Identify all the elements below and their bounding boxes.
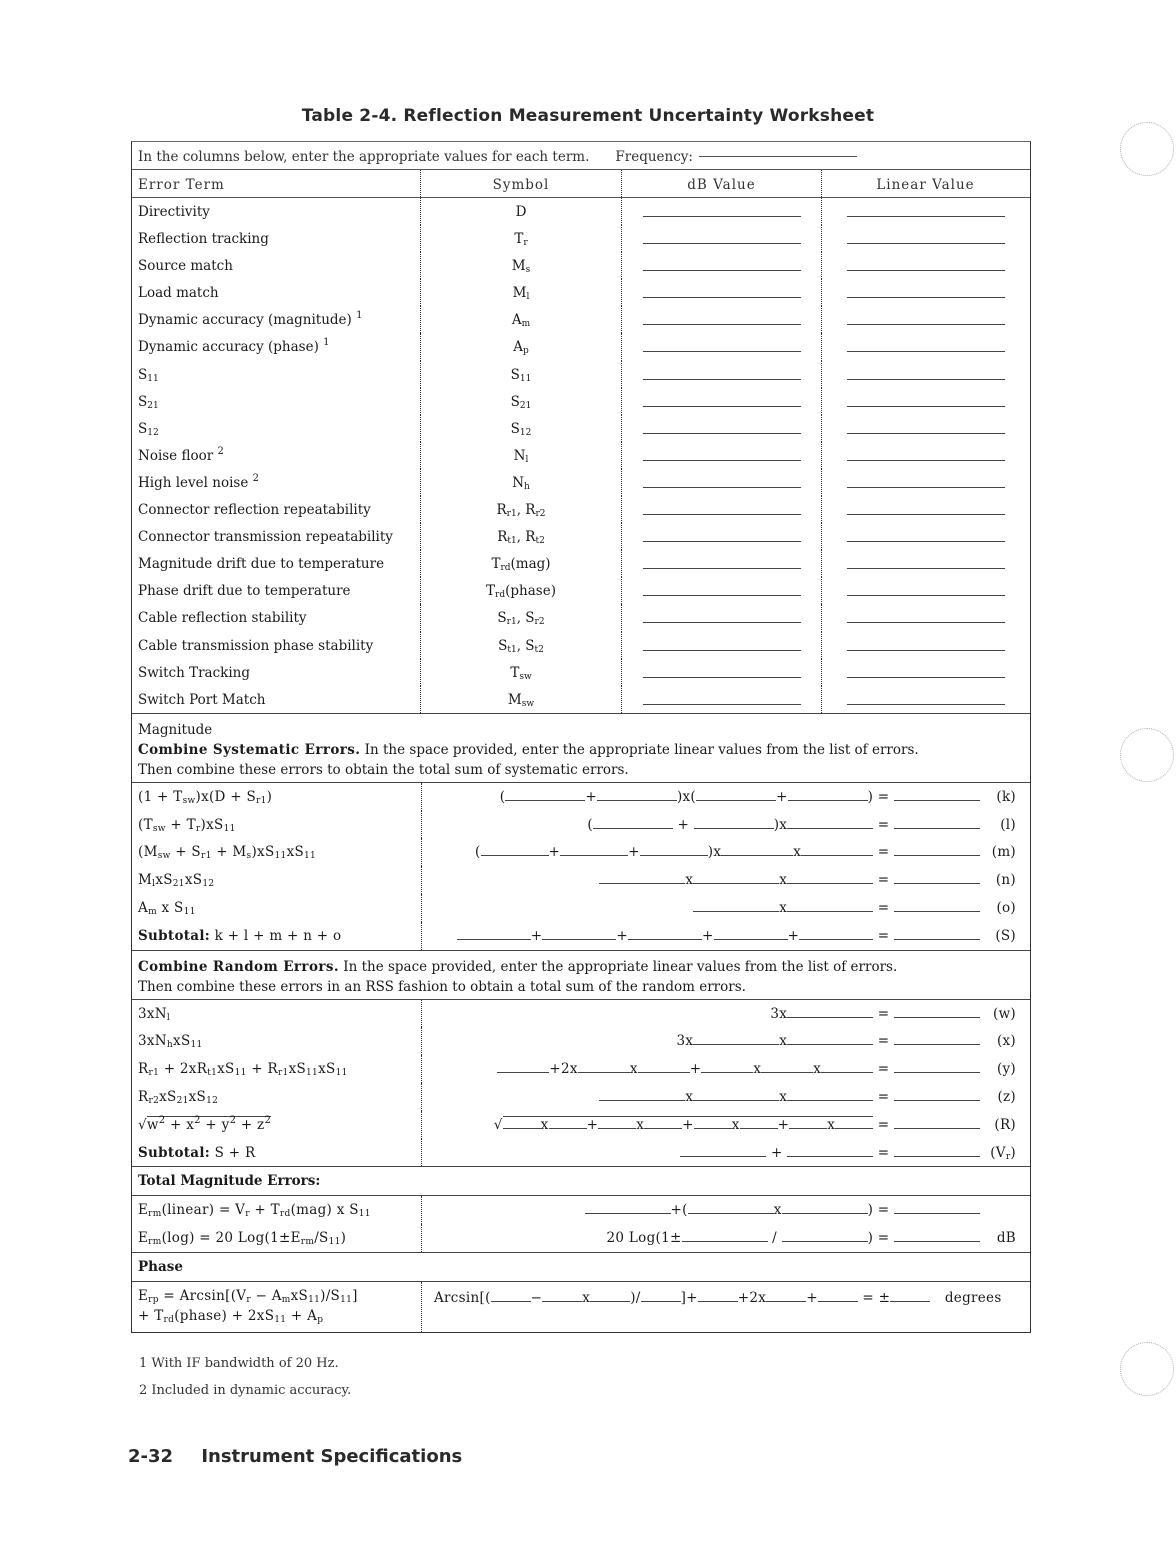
calc-formula: $3xN_hxS_{11}$ xyxy=(132,1027,422,1055)
calc-blanks: ( + + )x x = (m) xyxy=(422,838,1030,866)
error-term-name: Reflection tracking xyxy=(132,225,421,252)
fill-in-blank[interactable] xyxy=(799,925,873,940)
fill-in-blank[interactable] xyxy=(599,1086,685,1101)
error-term-row xyxy=(132,442,1030,469)
error-term-symbol: $M_s$ xyxy=(421,252,622,279)
punch-hole-mark xyxy=(1120,122,1174,176)
error-term-name: Load match xyxy=(132,279,421,306)
error-term-name: Connector reflection repeatability xyxy=(132,496,421,523)
error-term-row xyxy=(132,333,1030,360)
column-header-row xyxy=(132,170,1030,198)
error-term-name: Noise floor $^2$ xyxy=(132,442,421,469)
fill-in-blank[interactable] xyxy=(644,1114,682,1129)
fill-in-blank[interactable] xyxy=(597,786,677,801)
linear-value-input[interactable] xyxy=(847,297,1005,298)
punch-hole-mark xyxy=(1120,1342,1174,1396)
db-value-input[interactable] xyxy=(643,460,801,461)
fill-in-blank[interactable] xyxy=(694,1114,732,1129)
fill-in-blank[interactable] xyxy=(890,1287,930,1302)
total-magnitude-calc xyxy=(132,1196,1030,1253)
linear-value-input[interactable] xyxy=(847,595,1005,596)
fill-in-blank[interactable] xyxy=(638,1058,690,1073)
fill-in-blank[interactable] xyxy=(782,1199,868,1214)
fill-in-blank[interactable] xyxy=(640,841,708,856)
fill-in-blank[interactable] xyxy=(505,786,585,801)
phase-heading: Phase xyxy=(132,1253,1030,1282)
error-term-name: Dynamic accuracy (phase) $^1$ xyxy=(132,333,421,360)
db-value-input[interactable] xyxy=(643,379,801,380)
fill-in-blank[interactable] xyxy=(894,841,980,856)
column-header-error-term: Error Term xyxy=(132,170,421,197)
systematic-errors-instructions xyxy=(132,714,1030,783)
column-header-symbol: Symbol xyxy=(421,170,622,197)
random-errors-calc xyxy=(132,1000,1030,1168)
fill-in-blank[interactable] xyxy=(694,814,774,829)
error-term-symbol: $A_m$ xyxy=(421,306,622,333)
frequency-label: Frequency: xyxy=(615,149,693,165)
db-value-input[interactable] xyxy=(643,650,801,651)
error-term-row xyxy=(132,686,1030,713)
calc-blanks: √ x + x + x + x = (R) xyxy=(422,1111,1030,1139)
error-term-row xyxy=(132,252,1030,279)
systematic-title: Combine Systematic Errors. xyxy=(138,741,361,758)
error-term-row xyxy=(132,632,1030,659)
fill-in-blank[interactable] xyxy=(761,1058,813,1073)
equation-tag xyxy=(980,1196,1016,1224)
equation-tag: (z) xyxy=(997,1088,1016,1105)
error-term-symbol: $N_h$ xyxy=(421,469,622,496)
error-term-symbol: $T_{rd}(mag)$ xyxy=(421,550,622,577)
error-term-name: Cable transmission phase stability xyxy=(132,632,421,659)
fill-in-blank[interactable] xyxy=(481,841,549,856)
total-magnitude-heading: Total Magnitude Errors: xyxy=(132,1167,1030,1196)
db-value-input[interactable] xyxy=(643,406,801,407)
calc-row xyxy=(132,894,1030,922)
error-term-row xyxy=(132,577,1030,604)
calc-row xyxy=(132,783,1030,811)
db-value-input[interactable] xyxy=(643,243,801,244)
calc-blanks: + + + + = (S) xyxy=(422,922,1030,950)
equation-tag: $(V_r)$ xyxy=(990,1144,1016,1162)
error-term-row xyxy=(132,415,1030,442)
fill-in-blank[interactable] xyxy=(696,786,776,801)
calc-row xyxy=(132,838,1030,866)
error-term-symbol: $R_{t1}$, $R_{t2}$ xyxy=(421,523,622,550)
footnote-2: 2 Included in dynamic accuracy. xyxy=(139,1383,352,1398)
fill-in-blank[interactable] xyxy=(593,814,673,829)
error-term-row xyxy=(132,496,1030,523)
linear-value-input[interactable] xyxy=(847,243,1005,244)
error-term-name: Cable reflection stability xyxy=(132,604,421,631)
calc-blanks: ( + )x( + ) = (k) xyxy=(422,783,1030,811)
calc-formula: $A_m$ x $S_{11}$ xyxy=(132,894,422,922)
fill-in-blank[interactable] xyxy=(590,1287,630,1302)
error-term-row xyxy=(132,523,1030,550)
linear-value-input[interactable] xyxy=(847,460,1005,461)
random-text: In the space provided, enter the appropriate linear values from the list of errors. xyxy=(338,958,898,975)
linear-value-input[interactable] xyxy=(847,650,1005,651)
fill-in-blank[interactable] xyxy=(894,1003,980,1018)
fill-in-blank[interactable] xyxy=(714,925,788,940)
db-value-input[interactable] xyxy=(643,514,801,515)
fill-in-blank[interactable] xyxy=(894,1058,980,1073)
phase-blanks: Arcsin[( − x )/ ]+ +2x + = ± degrees xyxy=(422,1282,1030,1332)
fill-in-blank[interactable] xyxy=(542,1287,582,1302)
error-term-symbol: $S_{t1}$, $S_{t2}$ xyxy=(421,632,622,659)
fill-in-blank[interactable] xyxy=(787,1086,873,1101)
error-term-name: Switch Port Match xyxy=(132,686,421,713)
linear-value-input[interactable] xyxy=(847,622,1005,623)
error-term-row xyxy=(132,659,1030,686)
calc-row xyxy=(132,811,1030,839)
fill-in-blank[interactable] xyxy=(701,1058,753,1073)
calc-row xyxy=(132,1055,1030,1083)
error-term-name: $S_{11}$ xyxy=(132,361,421,388)
frequency-input[interactable] xyxy=(699,142,857,157)
error-term-name: Magnitude drift due to temperature xyxy=(132,550,421,577)
calc-blanks: 3x = (w) xyxy=(422,1000,1030,1028)
fill-in-blank[interactable] xyxy=(789,1114,827,1129)
error-term-row xyxy=(132,550,1030,577)
fill-in-blank[interactable] xyxy=(585,1199,671,1214)
fill-in-blank[interactable] xyxy=(894,1086,980,1101)
fill-in-blank[interactable] xyxy=(818,1287,858,1302)
calc-blanks: + = $(V_r)$ xyxy=(422,1139,1030,1167)
equation-tag: (m) xyxy=(991,844,1016,861)
calc-blanks: +( x ) = xyxy=(422,1196,1030,1224)
linear-value-input[interactable] xyxy=(847,677,1005,678)
systematic-errors-calc xyxy=(132,783,1030,951)
fill-in-blank[interactable] xyxy=(542,925,616,940)
fill-in-blank[interactable] xyxy=(721,841,793,856)
random-errors-instructions xyxy=(132,951,1030,1000)
calc-row xyxy=(132,1196,1030,1224)
error-term-symbol: $A_p$ xyxy=(421,333,622,360)
error-term-symbol: $M_{sw}$ xyxy=(421,686,622,713)
fill-in-blank[interactable] xyxy=(766,1287,806,1302)
error-term-symbol: $M_l$ xyxy=(421,279,622,306)
fill-in-blank[interactable] xyxy=(787,1003,873,1018)
db-value-input[interactable] xyxy=(643,216,801,217)
fill-in-blank[interactable] xyxy=(801,841,873,856)
footnote-1: 1 With IF bandwidth of 20 Hz. xyxy=(139,1356,339,1371)
fill-in-blank[interactable] xyxy=(578,1058,630,1073)
linear-value-input[interactable] xyxy=(847,406,1005,407)
equation-tag: (R) xyxy=(994,1116,1016,1133)
db-value-input[interactable] xyxy=(643,487,801,488)
fill-in-blank[interactable] xyxy=(503,1114,541,1129)
db-value-input[interactable] xyxy=(643,351,801,352)
db-value-input[interactable] xyxy=(643,704,801,705)
calc-formula: Subtotal: S + R xyxy=(132,1139,422,1167)
systematic-text: In the space provided, enter the appropriate linear values from the list of errors. xyxy=(360,741,919,758)
calc-row xyxy=(132,866,1030,894)
fill-in-blank[interactable] xyxy=(693,897,779,912)
calc-row xyxy=(132,1027,1030,1055)
error-terms-list xyxy=(132,198,1030,714)
fill-in-blank[interactable] xyxy=(894,925,980,940)
equation-tag: (k) xyxy=(996,788,1016,805)
column-header-linear-value: Linear Value xyxy=(876,177,975,193)
db-value-input[interactable] xyxy=(643,568,801,569)
column-header-db-value: dB Value xyxy=(622,170,822,197)
fill-in-blank[interactable] xyxy=(740,1114,778,1129)
page-number: 2-32 xyxy=(128,1446,174,1467)
random-title: Combine Random Errors. xyxy=(138,958,339,975)
fill-in-blank[interactable] xyxy=(641,1287,681,1302)
intro-text: In the columns below, enter the appropriate values for each term. xyxy=(138,149,590,165)
error-term-row xyxy=(132,279,1030,306)
fill-in-blank[interactable] xyxy=(682,1227,768,1242)
error-term-symbol: D xyxy=(421,198,622,225)
error-term-row xyxy=(132,306,1030,333)
db-value-input[interactable] xyxy=(643,622,801,623)
db-value-input[interactable] xyxy=(643,595,801,596)
fill-in-blank[interactable] xyxy=(599,869,685,884)
fill-in-blank[interactable] xyxy=(688,1199,774,1214)
fill-in-blank[interactable] xyxy=(457,925,531,940)
equation-tag: (S) xyxy=(995,927,1016,944)
calc-blanks: x x = (z) xyxy=(422,1083,1030,1111)
calc-blanks: 20 Log(1± / ) = dB xyxy=(422,1224,1030,1252)
fill-in-blank[interactable] xyxy=(894,1142,980,1157)
error-term-symbol: $R_{r1}$, $R_{r2}$ xyxy=(421,496,622,523)
phase-unit: degrees xyxy=(944,1289,1002,1306)
equation-tag: (x) xyxy=(996,1033,1016,1050)
fill-in-blank[interactable] xyxy=(821,1058,873,1073)
db-value-input[interactable] xyxy=(643,297,801,298)
calc-row xyxy=(132,922,1030,950)
page-footer xyxy=(128,1446,462,1467)
equation-tag: (l) xyxy=(1000,816,1016,833)
linear-value-input[interactable] xyxy=(847,351,1005,352)
systematic-text-2: Then combine these errors to obtain the total sum of systematic errors. xyxy=(138,761,629,778)
section-name: Instrument Specifications xyxy=(201,1446,463,1467)
equation-tag: (y) xyxy=(996,1061,1016,1078)
calc-row xyxy=(132,1139,1030,1167)
fill-in-blank[interactable] xyxy=(693,869,779,884)
intro-row xyxy=(132,142,1030,170)
error-term-name: Dynamic accuracy (magnitude) $^1$ xyxy=(132,306,421,333)
fill-in-blank[interactable] xyxy=(894,814,980,829)
calc-formula: $M_lxS_{21}xS_{12}$ xyxy=(132,866,422,894)
linear-value-input[interactable] xyxy=(847,568,1005,569)
calc-row xyxy=(132,1000,1030,1028)
fill-in-blank[interactable] xyxy=(560,841,628,856)
calc-blanks: x = (o) xyxy=(422,894,1030,922)
linear-value-input[interactable] xyxy=(847,216,1005,217)
calc-formula: $E_{rm}(linear) = V_r + T_{rd}(mag)$ x $S_{11}$ xyxy=(132,1196,422,1224)
error-term-symbol: $S_{11}$ xyxy=(421,361,622,388)
calc-row xyxy=(132,1224,1030,1252)
fill-in-blank[interactable] xyxy=(787,1142,873,1157)
calc-formula: $(T_{sw} + T_r)xS_{11}$ xyxy=(132,811,422,839)
calc-formula: $3xN_l$ xyxy=(132,1000,422,1028)
magnitude-heading: Magnitude xyxy=(138,721,213,738)
linear-value-input[interactable] xyxy=(847,541,1005,542)
calc-formula: $(M_{sw} + S_{r1} + M_s)xS_{11}xS_{11}$ xyxy=(132,838,422,866)
fill-in-blank[interactable] xyxy=(894,869,980,884)
fill-in-blank[interactable] xyxy=(628,925,702,940)
error-term-symbol: $S_{12}$ xyxy=(421,415,622,442)
fill-in-blank[interactable] xyxy=(894,1199,980,1214)
fill-in-blank[interactable] xyxy=(787,897,873,912)
linear-value-input[interactable] xyxy=(847,270,1005,271)
phase-formula: $E_{rp} = Arcsin[(V_r - A_mxS_{11})/S_{11}]$ + $T_{rd}(phase) + 2xS_{11} + A_p$ xyxy=(132,1282,422,1332)
fill-in-blank[interactable] xyxy=(787,814,873,829)
error-term-row xyxy=(132,198,1030,225)
linear-value-input[interactable] xyxy=(847,324,1005,325)
error-term-symbol: $S_{21}$ xyxy=(421,388,622,415)
calc-row xyxy=(132,1111,1030,1139)
fill-in-blank[interactable] xyxy=(680,1142,766,1157)
linear-value-input[interactable] xyxy=(847,704,1005,705)
fill-in-blank[interactable] xyxy=(787,1030,873,1045)
equation-tag: dB xyxy=(996,1230,1016,1247)
db-value-input[interactable] xyxy=(643,270,801,271)
fill-in-blank[interactable] xyxy=(549,1114,587,1129)
equation-tag: (n) xyxy=(995,872,1016,889)
calc-formula: $R_{r1} + 2xR_{t1}xS_{11} + R_{r1}xS_{11}xS_{11}$ xyxy=(132,1055,422,1083)
db-value-input[interactable] xyxy=(643,433,801,434)
calc-formula: Subtotal: k + l + m + n + o xyxy=(132,922,422,950)
error-term-name: Switch Tracking xyxy=(132,659,421,686)
error-term-symbol: $S_{r1}$, $S_{r2}$ xyxy=(421,604,622,631)
fill-in-blank[interactable] xyxy=(491,1287,531,1302)
linear-value-input[interactable] xyxy=(847,514,1005,515)
phase-calc-row xyxy=(132,1282,1030,1332)
error-term-symbol: $T_{rd}(phase)$ xyxy=(421,577,622,604)
fill-in-blank[interactable] xyxy=(835,1114,873,1129)
fill-in-blank[interactable] xyxy=(894,1114,980,1129)
error-term-row xyxy=(132,225,1030,252)
linear-value-input[interactable] xyxy=(847,487,1005,488)
error-term-name: $S_{12}$ xyxy=(132,415,421,442)
fill-in-blank[interactable] xyxy=(894,1227,980,1242)
fill-in-blank[interactable] xyxy=(894,786,980,801)
punch-hole-mark xyxy=(1120,728,1174,782)
error-term-symbol: $T_r$ xyxy=(421,225,622,252)
error-term-name: Connector transmission repeatability xyxy=(132,523,421,550)
error-term-row xyxy=(132,604,1030,631)
page-title: Table 2-4. Reflection Measurement Uncertainty Worksheet xyxy=(301,106,875,126)
error-term-name: $S_{21}$ xyxy=(132,388,421,415)
calc-row xyxy=(132,1083,1030,1111)
worksheet-table xyxy=(131,141,1031,1333)
calc-formula: $E_{rm}(\log) = 20$ $Log(1\pm E_{rm}/S_{11})$ xyxy=(132,1224,422,1252)
fill-in-blank[interactable] xyxy=(788,786,868,801)
error-term-name: Source match xyxy=(132,252,421,279)
fill-in-blank[interactable] xyxy=(693,1030,779,1045)
fill-in-blank[interactable] xyxy=(894,897,980,912)
error-term-name: Phase drift due to temperature xyxy=(132,577,421,604)
calc-blanks: 3x x = (x) xyxy=(422,1027,1030,1055)
calc-blanks: +2x x + x x = (y) xyxy=(422,1055,1030,1083)
db-value-input[interactable] xyxy=(643,541,801,542)
calc-formula: $R_{r2}xS_{21}xS_{12}$ xyxy=(132,1083,422,1111)
db-value-input[interactable] xyxy=(643,324,801,325)
error-term-name: Directivity xyxy=(132,198,421,225)
error-term-symbol: $N_l$ xyxy=(421,442,622,469)
db-value-input[interactable] xyxy=(643,677,801,678)
fill-in-blank[interactable] xyxy=(598,1114,636,1129)
calc-formula: $(1 + T_{sw})x(D + S_{r1})$ xyxy=(132,783,422,811)
error-term-name: High level noise $^2$ xyxy=(132,469,421,496)
calc-blanks: ( + )x = (l) xyxy=(422,811,1030,839)
linear-value-input[interactable] xyxy=(847,379,1005,380)
fill-in-blank[interactable] xyxy=(693,1086,779,1101)
fill-in-blank[interactable] xyxy=(894,1030,980,1045)
error-term-row xyxy=(132,388,1030,415)
equation-tag: (w) xyxy=(993,1005,1016,1022)
calc-formula: $√w^2 + x^2 + y^2 + z^2$ xyxy=(132,1111,422,1139)
random-text-2: Then combine these errors in an RSS fashion to obtain a total sum of the random errors. xyxy=(138,978,746,995)
error-term-row xyxy=(132,469,1030,496)
linear-value-input[interactable] xyxy=(847,433,1005,434)
equation-tag: (o) xyxy=(996,899,1016,916)
calc-blanks: x x = (n) xyxy=(422,866,1030,894)
fill-in-blank[interactable] xyxy=(698,1287,738,1302)
fill-in-blank[interactable] xyxy=(497,1058,549,1073)
fill-in-blank[interactable] xyxy=(787,869,873,884)
error-term-symbol: $T_{sw}$ xyxy=(421,659,622,686)
fill-in-blank[interactable] xyxy=(782,1227,868,1242)
error-term-row xyxy=(132,361,1030,388)
